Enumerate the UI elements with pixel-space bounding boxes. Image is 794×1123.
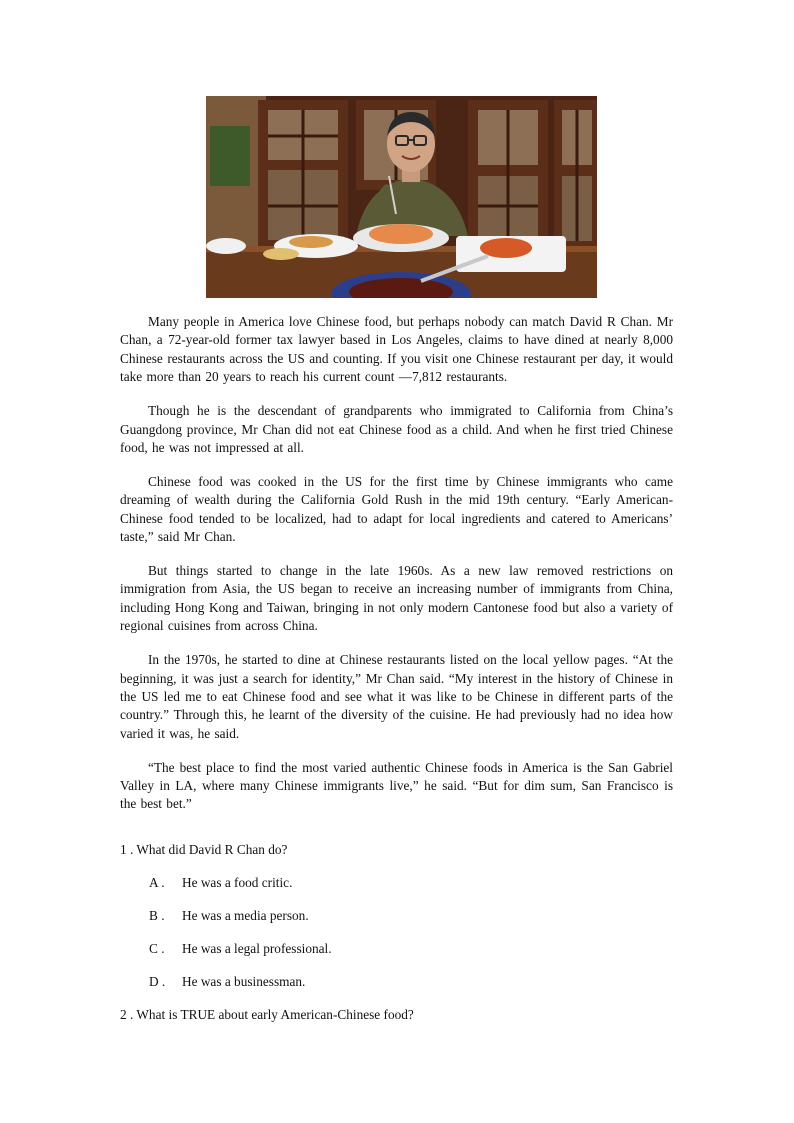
question-1-option-b[interactable] [120,907,680,940]
restaurant-scene-image [206,96,597,298]
article-paragraph: Chinese food was cooked in the US for the first time by Chinese immigrants who came dreaming of wealth during the California Gold Rush in the mid 19th century. “Early American-Chinese food tended to be localized, had to adapt for local ingredients and catered to Americans’ taste,” said Mr Chan. [120,473,673,545]
question-1-option-c[interactable] [120,940,680,973]
option-text: He was a media person. [182,908,309,923]
question-list [120,841,680,1039]
option-letter: D . [149,974,166,989]
option-letter: B . [149,908,165,923]
article-paragraph: Though he is the descendant of grandparents who immigrated to California from China’s Guangdong province, Mr Chan did not eat Chinese food as a child. And when he first tried Chinese food, he was not impressed at all. [120,403,673,455]
article-text [120,313,673,829]
article-paragraph: Many people in America love Chinese food, but perhaps nobody can match David R Chan. Mr Chan, a 72-year-old former tax lawyer based in Los Angeles, claims to have dined at nearly 8,000 Chinese restaurants across the US and counting. If you visit one Chinese restaurant per day, it would take more than 20 years to reach his current count —7,812 restaurants. [120,314,673,385]
article-paragraph: “The best place to find the most varied authentic Chinese foods in America is the San Gabriel Valley in LA, where many Chinese immigrants live,” he said. “But for dim sum, San Francisco is the best bet.” [120,759,673,812]
article-paragraph: In the 1970s, he started to dine at Chinese restaurants listed on the local yellow pages. “At the beginning, it was just a search for identity,” Mr Chan said. “My interest in the history of Chinese in the US led me to eat Chinese food and see what it was like to be Chinese in different parts of the country.” Through this, he learnt of the diversity of the cuisine. He had previously had no idea how varied it was, he said. [120,652,673,741]
question-1-option-d[interactable] [120,973,680,1006]
question-1-option-a[interactable] [120,874,680,907]
option-letter: C . [149,941,165,956]
option-text: He was a businessman. [182,974,306,989]
article-paragraph: But things started to change in the late 1960s. As a new law removed restrictions on immigration from Asia, the US began to receive an increasing number of immigrants from China, including Hong Kong and Taiwan, bringing in not only modern Cantonese food but also a variety of regional cuisines from across China. [120,562,673,634]
option-letter: A . [149,875,165,890]
diner-photo [206,96,597,298]
question-1-prompt: 1 . What did David R Chan do? [120,842,288,857]
option-text: He was a legal professional. [182,941,332,956]
question-2-prompt: 2 . What is TRUE about early American-Chinese food? [120,1007,414,1022]
option-text: He was a food critic. [182,875,293,890]
